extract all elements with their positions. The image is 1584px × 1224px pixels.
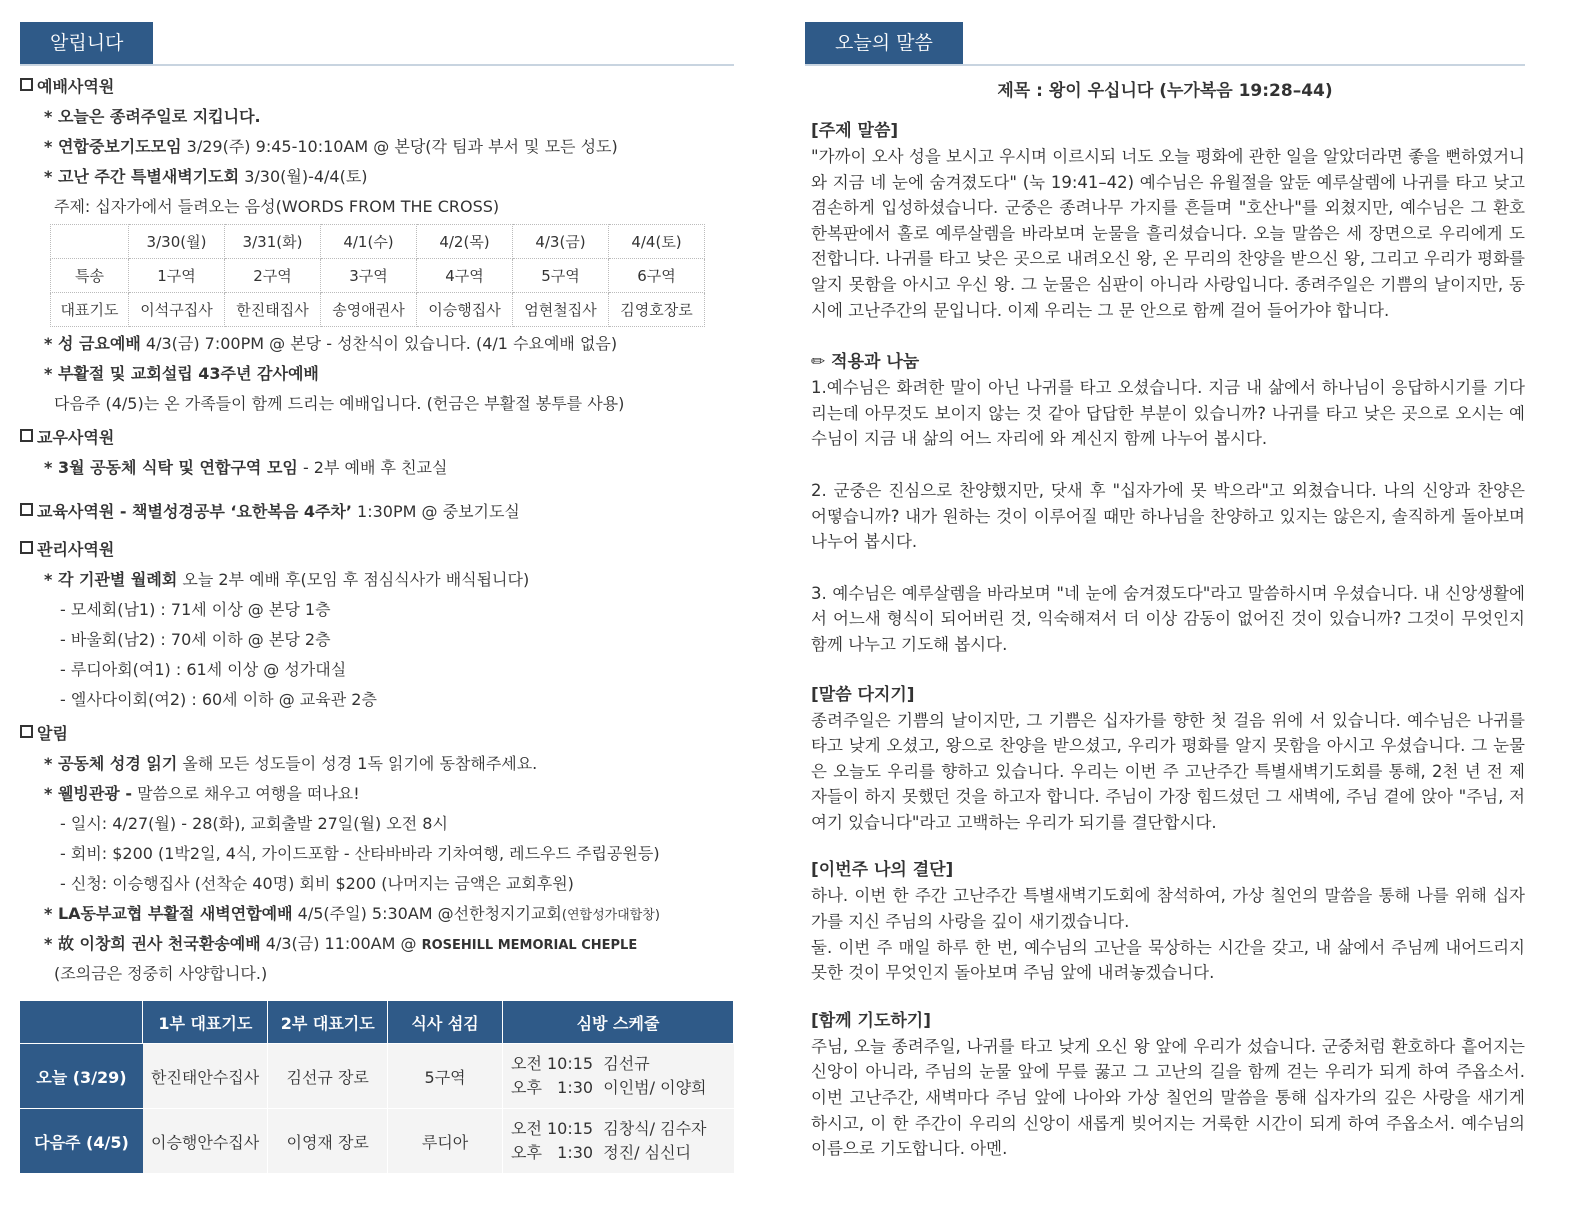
table-cell: 3구역 bbox=[321, 259, 417, 293]
resolution-heading: [이번주 나의 결단] bbox=[811, 860, 954, 881]
table-header-cell: 2부 대표기도 bbox=[268, 1001, 388, 1044]
todays-word-header-tab: 오늘의 말씀 bbox=[805, 22, 963, 64]
notice-line: * 각 기관별 월례회 오늘 2부 예배 후(모임 후 점심식사가 배식됩니다) bbox=[44, 570, 530, 589]
table-cell: 4구역 bbox=[417, 259, 513, 293]
notice-line: - 바울회(남2) : 70세 이하 @ 본당 2층 bbox=[60, 630, 331, 649]
table-cell: 5구역 bbox=[388, 1044, 503, 1109]
notice-line: - 루디아회(여1) : 61세 이상 @ 성가대실 bbox=[60, 660, 347, 679]
worship-ministry-section bbox=[20, 72, 734, 419]
notice-line: * 3월 공동체 식탁 및 연합구역 모임 - 2부 예배 후 친교실 bbox=[44, 458, 448, 477]
announcements-header bbox=[20, 22, 734, 66]
table-cell: 이영재 장로 bbox=[268, 1109, 388, 1174]
table-cell: 한진태안수집사 bbox=[143, 1044, 268, 1109]
theme-scripture-paragraph: "가까이 오사 성을 보시고 우시며 이르시되 너도 오늘 평화에 관한 일을 알았더라면 좋을 뻔하였거니와 지금 네 눈에 숨겨졌도다" (눅 19:41–42) 예수님은 유월절을 앞둔 예루살렘에 나귀를 타고 낮고 겸손하게 입성하셨습니다. 군중은 종려나무 가지를 흔들며 "호산나"를 외쳤지만, 예수님은 그 환호 한복판에서 홀로 예루살렘을 바라보며 눈물을 흘리셨습니다. 오늘 말씀은 세 장면으로 우리에게 도전합니다. 나귀를 타고 낮은 곳으로 내려오신 왕, 온 무리의 찬양을 받으신 왕, 그리고 우리가 평화를 알지 못함을 아시고 우신 왕. 그 눈물은 심판이 아니라 사랑입니다. 종려주일은 기쁨의 날이지만, 동시에 고난주간의 문입니다. 이제 우리는 그 문 안으로 함께 걸어 들어가야 합니다. bbox=[811, 147, 1525, 320]
table-cell: 특송 bbox=[51, 259, 129, 293]
prayer-paragraph: 주님, 오늘 종려주일, 나귀를 타고 낮게 오신 왕 앞에 우리가 섰습니다. 군중처럼 환호하다 흩어지는 신앙이 아니라, 주님의 눈물 앞에 무릎 꿇고 그 고난의 길을 함께 걷는 우리가 되게 하여 주옵소서. 이번 고난주간, 새벽마다 주님 앞에 나아와 가상 칠언의 말씀을 통해 십자가의 깊은 사랑을 새기게 하시고, 이 한 주간이 우리의 신앙이 새롭게 빚어지는 거룩한 시간이 되게 하여 주옵소서. 예수님의 이름으로 기도합니다. 아멘. bbox=[811, 1036, 1525, 1159]
table-cell: 이승행안수집사 bbox=[143, 1109, 268, 1174]
table-cell: 이승행집사 bbox=[417, 293, 513, 327]
todays-word-header bbox=[805, 22, 1525, 66]
table-header-cell: 식사 섬김 bbox=[388, 1001, 503, 1044]
reflection-paragraph: 종려주일은 기쁨의 날이지만, 그 기쁨은 십자가를 향한 첫 걸음 위에 서 있습니다. 예수님은 나귀를 타고 낮게 오셨고, 왕으로 찬양을 받으셨고, 우리가 평화를 알지 못함을 아시고 우셨습니다. 그 눈물은 오늘도 우리를 향하고 있습니다. 우리는 이번 주 고난주간 특별새벽기도회를 통해, 2천 년 전 제자들이 하지 못했던 것을 하고자 합니다. 주님이 가장 힘드셨던 그 새벽에, 주님 곁에 앉아 "주님, 저 여기 있습니다"라고 고백하는 우리가 되기를 결단합시다. bbox=[811, 710, 1525, 832]
checkbox-bullet-icon bbox=[20, 503, 33, 516]
visit-schedule-cell: 오전 10:15 김선규 오후 1:30 이인범/ 이양희 bbox=[503, 1044, 734, 1109]
notice-line: * 연합중보기도모임 3/29(주) 9:45-10:10AM @ 본당(각 팀과 부서 및 모든 성도) bbox=[44, 137, 618, 156]
row-label: 다음주 (4/5) bbox=[20, 1109, 143, 1174]
row-label: 오늘 (3/29) bbox=[20, 1044, 143, 1109]
table-cell: 송영애권사 bbox=[321, 293, 417, 327]
resolution-item: 둘. 이번 주 매일 하루 한 번, 예수님의 고난을 묵상하는 시간을 갖고, 내 삶에서 주님께 내어드리지 못한 것이 무엇인지 돌아보며 주님 앞에 내려놓겠습니다. bbox=[811, 937, 1525, 983]
todays-word-column bbox=[805, 22, 1525, 1162]
table-cell: 루디아 bbox=[388, 1109, 503, 1174]
application-item: 2. 군중은 진심으로 찬양했지만, 닷새 후 "십자가에 못 박으라"고 외쳤습니다. 나의 신앙과 찬양은 어떻습니까? 내가 원하는 것이 이루어질 때만 하나님을 찬양하고 있지는 않은지, 솔직하게 돌아보며 나누어 봅시다. bbox=[811, 480, 1525, 552]
section-title: 예배사역원 bbox=[20, 72, 734, 102]
notice-line: - 모세회(남1) : 71세 이상 @ 본당 1층 bbox=[60, 600, 331, 619]
notice-line: - 일시: 4/27(월) - 28(화), 교회출발 27일(월) 오전 8시 bbox=[60, 814, 448, 833]
notice-line: - 신청: 이승행집사 (선착순 40명) 회비 $200 (나머지는 금액은 교회후원) bbox=[60, 874, 574, 893]
table-row bbox=[20, 1109, 734, 1174]
table-header-row bbox=[20, 1001, 734, 1044]
visit-schedule-cell: 오전 10:15 김창식/ 김수자 오후 1:30 정진/ 심신디 bbox=[503, 1109, 734, 1174]
notice-line: 주제: 십자가에서 들려오는 음성(WORDS FROM THE CROSS) bbox=[54, 197, 500, 216]
section-title: 관리사역원 bbox=[20, 535, 734, 565]
notice-line: * 故 이창희 권사 천국환송예배 4/3(금) 11:00AM @ ROSEHILL MEMORIAL CHEPLE bbox=[44, 934, 638, 953]
notice-line: 다음주 (4/5)는 온 가족들이 함께 드리는 예배입니다. (헌금은 부활절 봉투를 사용) bbox=[54, 394, 625, 413]
table-cell: 3/30(월) bbox=[129, 225, 225, 259]
dawn-prayer-schedule-table bbox=[50, 224, 705, 327]
sermon-title: 제목 : 왕이 우십니다 (누가복음 19:28–44) bbox=[997, 81, 1333, 101]
service-roster-table bbox=[20, 1001, 734, 1173]
notice-line: (조의금은 정중히 사양합니다.) bbox=[54, 964, 268, 983]
table-cell: 김선규 장로 bbox=[268, 1044, 388, 1109]
application-heading: ✏ 적용과 나눔 bbox=[811, 352, 920, 373]
table-cell: 4/4(토) bbox=[609, 225, 705, 259]
section-title: 교우사역원 bbox=[20, 423, 734, 453]
notice-line: * 웰빙관광 - 말씀으로 채우고 여행을 떠나요! bbox=[44, 784, 360, 803]
table-row bbox=[20, 1044, 734, 1109]
notice-line: * 오늘은 종려주일로 지킵니다. bbox=[44, 107, 261, 126]
notice-line: * 고난 주간 특별새벽기도회 3/30(월)-4/4(토) bbox=[44, 167, 368, 186]
prayer-heading: [함께 기도하기] bbox=[811, 1010, 931, 1031]
checkbox-bullet-icon bbox=[20, 78, 33, 91]
table-cell: 3/31(화) bbox=[225, 225, 321, 259]
table-cell: 1구역 bbox=[129, 259, 225, 293]
application-item: 1.예수님은 화려한 말이 아닌 나귀를 타고 오셨습니다. 지금 내 삶에서 하나님이 응답하시기를 기다리는데 아무것도 보이지 않는 것 같아 답답한 부분이 있습니까? 나귀를 타고 낮은 곳으로 오시는 예수님이 지금 내 삶의 어느 자리에 와 계신지 함께 나누어 봅시다. bbox=[811, 378, 1525, 449]
table-header-cell: 심방 스케줄 bbox=[503, 1001, 734, 1044]
checkbox-bullet-icon bbox=[20, 429, 33, 442]
announcements-column bbox=[20, 22, 734, 1173]
table-cell: 6구역 bbox=[609, 259, 705, 293]
section-title: 알림 bbox=[20, 719, 734, 749]
member-ministry-section bbox=[20, 423, 734, 483]
news-section bbox=[20, 719, 734, 989]
notice-line: * LA동부교협 부활절 새벽연합예배 4/5(주일) 5:30AM @선한청지기교회(연합성가대합창) bbox=[44, 904, 660, 923]
table-cell: 이석구집사 bbox=[129, 293, 225, 327]
table-cell: 김영호장로 bbox=[609, 293, 705, 327]
table-cell: 4/3(금) bbox=[513, 225, 609, 259]
notice-line: - 회비: $200 (1박2일, 4식, 가이드포함 - 산타바바라 기차여행, 레드우드 주립공원등) bbox=[60, 844, 660, 863]
reflection-heading: [말씀 다지기] bbox=[811, 684, 915, 705]
notice-line: * 부활절 및 교회설립 43주년 감사예배 bbox=[44, 364, 319, 383]
table-header-cell: 1부 대표기도 bbox=[143, 1001, 268, 1044]
theme-scripture-heading: [주제 말씀] bbox=[811, 121, 899, 141]
notice-line: - 엘사다이회(여2) : 60세 이하 @ 교육관 2층 bbox=[60, 690, 377, 709]
announcements-header-tab: 알립니다 bbox=[20, 22, 153, 64]
table-row bbox=[51, 259, 705, 293]
table-cell: 5구역 bbox=[513, 259, 609, 293]
checkbox-bullet-icon bbox=[20, 541, 33, 554]
notice-line: * 성 금요예배 4/3(금) 7:00PM @ 본당 - 성찬식이 있습니다. (4/1 수요예배 없음) bbox=[44, 334, 618, 353]
table-cell: 한진태집사 bbox=[225, 293, 321, 327]
table-header-row bbox=[51, 225, 705, 259]
table-cell: 2구역 bbox=[225, 259, 321, 293]
management-ministry-section bbox=[20, 535, 734, 715]
checkbox-bullet-icon bbox=[20, 725, 33, 738]
section-title: 교육사역원 - 책별성경공부 ‘요한복음 4주차’ 1:30PM @ 중보기도실 bbox=[20, 497, 734, 527]
table-row bbox=[51, 293, 705, 327]
table-header-cell bbox=[20, 1001, 143, 1044]
education-ministry-section bbox=[20, 497, 734, 527]
application-item: 3. 예수님은 예루살렘을 바라보며 "네 눈에 숨겨졌도다"라고 말씀하시며 우셨습니다. 내 신앙생활에서 어느새 형식이 되어버린 것, 익숙해져서 더 이상 감동이 없어진 것이 있습니까? 그것이 무엇인지 함께 나누고 기도해 봅시다. bbox=[811, 583, 1525, 654]
notice-line: * 공동체 성경 읽기 올해 모든 성도들이 성경 1독 읽기에 동참해주세요. bbox=[44, 754, 538, 773]
table-cell: 4/1(수) bbox=[321, 225, 417, 259]
table-cell: 4/2(목) bbox=[417, 225, 513, 259]
table-cell: 대표기도 bbox=[51, 293, 129, 327]
table-cell: 엄현철집사 bbox=[513, 293, 609, 327]
table-cell bbox=[51, 225, 129, 259]
resolution-item: 하나. 이번 한 주간 고난주간 특별새벽기도회에 참석하여, 가상 칠언의 말씀을 통해 나를 위해 십자가를 지신 주님의 사랑을 깊이 새기겠습니다. bbox=[811, 886, 1525, 932]
